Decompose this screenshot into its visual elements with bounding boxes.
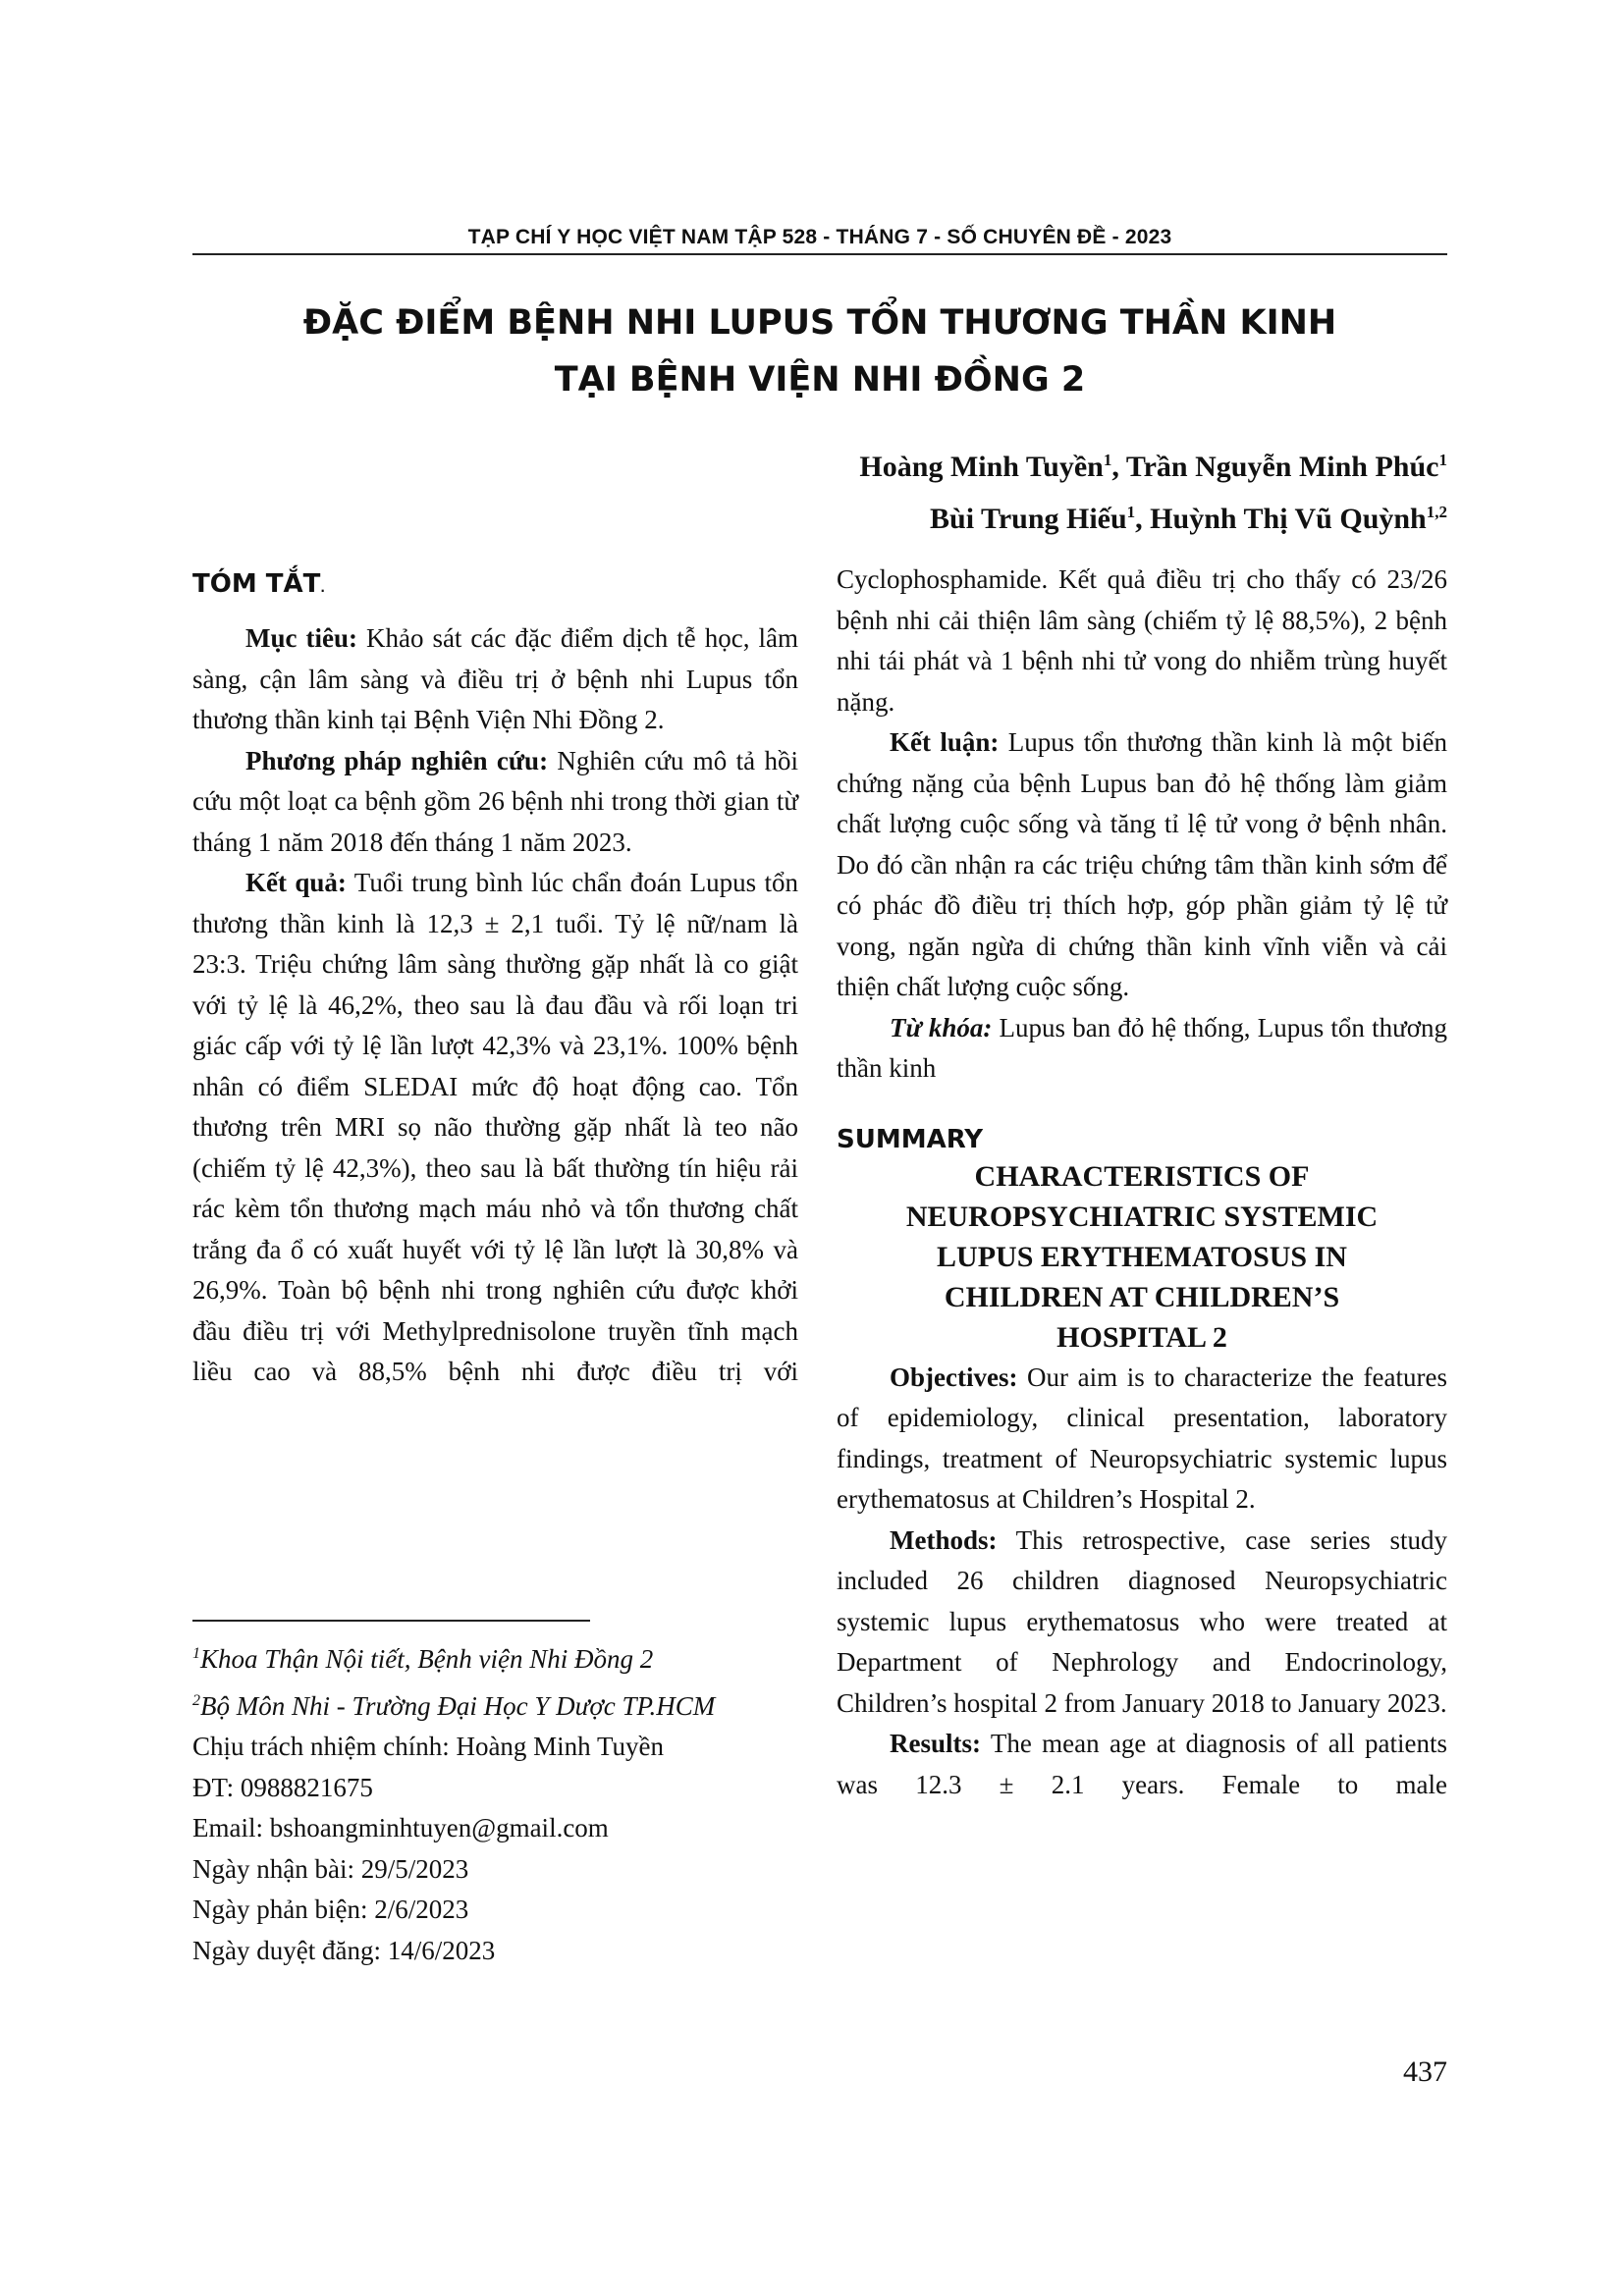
methods-text: Nghiên cứu mô tả hồi cứu một loạt ca bệnh gồm 26 bệnh nhi trong thời gian từ tháng 1 năm 2018 đến tháng 1 năm 2023. <box>192 745 798 857</box>
phone-number: ĐT: 0988821675 <box>192 1772 373 1802</box>
author-name: Bùi Trung Hiếu <box>930 503 1127 535</box>
corresponding-author: Chịu trách nhiệm chính: Hoàng Minh Tuyền <box>192 1732 664 1761</box>
keywords-label: Từ khóa: <box>890 1012 993 1042</box>
journal-running-header: TẠP CHÍ Y HỌC VIỆT NAM TẬP 528 - THÁNG 7 - SỐ CHUYÊN ĐỀ - 2023 <box>467 226 1172 248</box>
conclusion-text: Lupus tổn thương thần kinh là một biến chứng nặng của bệnh Lupus ban đỏ hệ thống làm giảm chất lượng cuộc sống và tăng tỉ lệ tử vong ở bệnh nhân. Do đó cần nhận ra các triệu chứng tâm thần kinh sớm để có phác đồ điều trị thích hợp, góp phần giảm tỷ lệ tử vong, ngăn ngừa di chứng thần kinh vĩnh viễn và cải thiện chất lượng cuộc sống. <box>837 727 1447 1001</box>
results-text: Tuổi trung bình lúc chẩn đoán Lupus tổn thương thần kinh là 12,3 ± 2,1 tuổi. Tỷ lệ nữ/nam là 23:3. Triệu chứng lâm sàng thường gặp nhất là co giật với tỷ lệ là 46,2%, theo sau là đau đầu và rối loạn tri giác cấp với tỷ lệ lần lượt 42,3% và 23,1%. 100% bệnh nhân có điểm SLEDAI mức độ hoạt động cao. Tổn thương trên MRI sọ não thường gặp nhất là teo não (chiếm tỷ lệ 42,3%), theo sau là bất thường tín hiệu rải rác kèm tổn thương mạch máu nhỏ và tổn thương chất trắng đa ổ có xuất huyết với tỷ lệ lần lượt là 30,8% và 26,9%. Toàn bộ bệnh nhi trong nghiên cứu được khởi đầu điều trị với Methylprednisolone truyền tĩnh mạch liều cao và 88,5% bệnh nhi được điều trị với <box>192 868 798 1386</box>
footnotes <box>192 1633 798 1971</box>
received-date: Ngày nhận bài: 29/5/2023 <box>192 1853 469 1884</box>
abstract-methods <box>192 741 798 864</box>
email-address: Email: bshoangminhtuyen@gmail.com <box>192 1813 609 1842</box>
author-line-2 <box>564 490 1447 542</box>
objectives-label: Objectives: <box>890 1362 1018 1392</box>
conclusion-label: Kết luận: <box>890 727 1000 757</box>
abstract-heading <box>192 567 798 605</box>
summary-methods-label: Methods: <box>890 1524 998 1555</box>
keywords-text: Lupus ban đỏ hệ thống, Lupus tổn thương thần kinh <box>837 1012 1447 1083</box>
objective-label: Mục tiêu: <box>245 623 357 653</box>
affiliation-text: Bộ Môn Nhi - Trường Đại Học Y Dược TP.HCM <box>200 1690 716 1721</box>
affiliation-1 <box>192 1633 798 1681</box>
author-list <box>564 438 1447 542</box>
author-affiliation-mark: 1 <box>1103 451 1112 469</box>
affiliation-mark: 1 <box>192 1645 200 1662</box>
summary-heading: SUMMARY <box>837 1124 984 1154</box>
article-title <box>192 294 1447 408</box>
english-title-line: LUPUS ERYTHEMATOSUS IN <box>937 1240 1347 1273</box>
summary-results-text: The mean age at diagnosis of all patients was 12.3 ± 2.1 years. Female to male <box>837 1729 1447 1799</box>
author-name: Trần Nguyễn Minh Phúc <box>1125 451 1439 483</box>
summary-objectives <box>837 1358 1447 1521</box>
author-separator: , <box>1135 503 1151 535</box>
author-affiliation-mark: 1,2 <box>1426 503 1447 521</box>
header-divider <box>192 253 1447 255</box>
english-title-line: HOSPITAL 2 <box>1056 1320 1227 1354</box>
left-column <box>192 560 798 1393</box>
page-number: 437 <box>1403 2056 1447 2088</box>
methods-label: Phương pháp nghiên cứu: <box>245 745 549 775</box>
abstract-results <box>192 863 798 1393</box>
english-title-line: CHARACTERISTICS OF <box>974 1159 1310 1193</box>
summary-methods <box>837 1521 1447 1725</box>
author-affiliation-mark: 1 <box>1126 503 1136 521</box>
affiliation-mark: 2 <box>192 1691 200 1709</box>
english-title-line: NEUROPSYCHIATRIC SYSTEMIC <box>905 1200 1379 1233</box>
footnote-divider <box>192 1620 590 1622</box>
abstract-results-continued: Cyclophosphamide. Kết quả điều trị cho thấy có 23/26 bệnh nhi cải thiện lâm sàng (chiếm tỷ lệ 88,5%), 2 bệnh nhi tái phát và 1 bệnh nhi tử vong do nhiễm trùng huyết nặng. <box>837 564 1447 717</box>
english-title <box>837 1156 1447 1358</box>
objectives-text: Our aim is to characterize the features of epidemiology, clinical presentation, laboratory findings, treatment of Neuropsychiatric systemic lupus erythematosus at Children’s Hospital 2. <box>837 1362 1447 1514</box>
abstract-heading-text: TÓM TẮT <box>192 569 321 599</box>
objective-text: Khảo sát các đặc điểm dịch tễ học, lâm sàng, cận lâm sàng và điều trị ở bệnh nhi Lupus tổn thương thần kinh tại Bệnh Viện Nhi Đồng 2. <box>192 623 798 734</box>
article-title-line-1: ĐẶC ĐIỂM BỆNH NHI LUPUS TỔN THƯƠNG THẦN KINH <box>302 303 1337 343</box>
summary-methods-text: This retrospective, case series study included 26 children diagnosed Neuropsychiatric systemic lupus erythematosus who were treated at Department of Nephrology and Endocrinology, Children’s hospital 2 from January 2018 to January 2023. <box>837 1524 1447 1718</box>
abstract-heading-dot: . <box>320 581 325 595</box>
review-date: Ngày phản biện: 2/6/2023 <box>192 1895 469 1924</box>
author-name: Hoàng Minh Tuyền <box>859 451 1104 483</box>
author-line-1 <box>564 438 1447 490</box>
abstract-objective <box>192 618 798 741</box>
abstract-keywords <box>837 1008 1447 1090</box>
summary-results <box>837 1724 1447 1805</box>
english-title-line: CHILDREN AT CHILDREN’S <box>944 1280 1340 1313</box>
author-name: Huỳnh Thị Vũ Quỳnh <box>1150 503 1427 535</box>
article-title-line-2: TẠI BỆNH VIỆN NHI ĐỒNG 2 <box>554 360 1086 400</box>
author-affiliation-mark: 1 <box>1438 451 1447 469</box>
abstract-conclusion <box>837 722 1447 1008</box>
results-label: Kết quả: <box>245 868 347 897</box>
affiliation-2 <box>192 1681 798 1728</box>
accepted-date: Ngày duyệt đăng: 14/6/2023 <box>192 1935 496 1965</box>
author-separator: , <box>1111 451 1126 483</box>
summary-results-label: Results: <box>890 1729 981 1758</box>
affiliation-text: Khoa Thận Nội tiết, Bệnh viện Nhi Đồng 2 <box>200 1644 654 1674</box>
right-column <box>837 560 1447 1805</box>
